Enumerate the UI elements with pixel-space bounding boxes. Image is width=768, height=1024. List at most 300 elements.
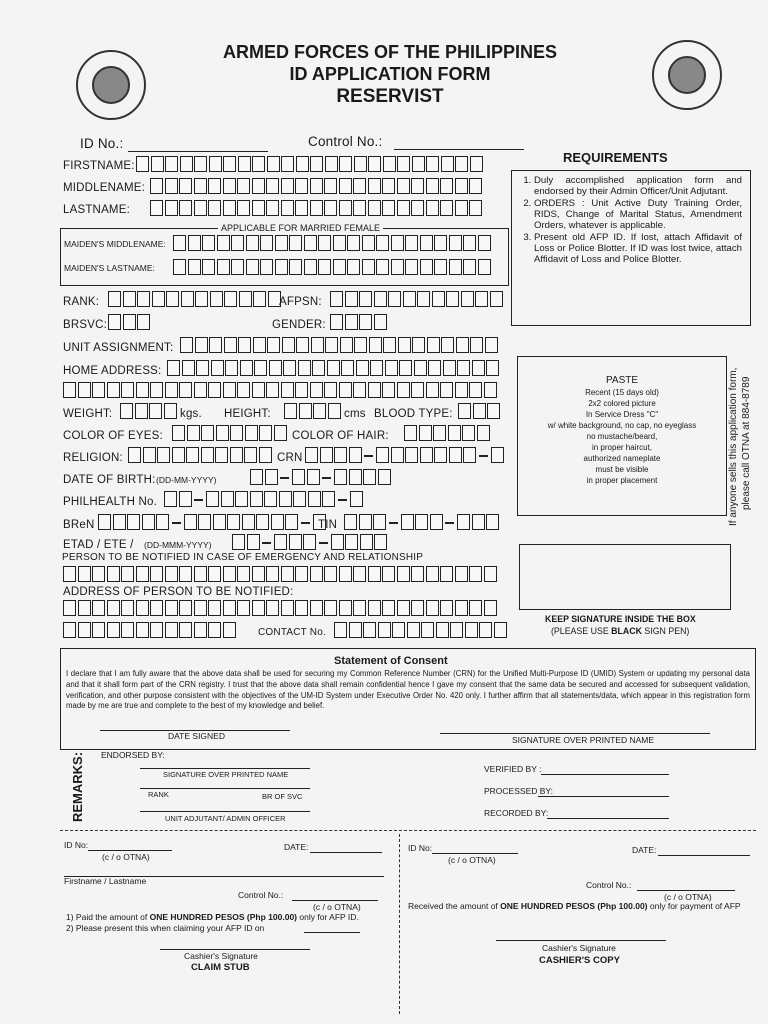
input-box[interactable]	[374, 314, 387, 330]
weight-boxes[interactable]	[120, 403, 178, 421]
input-box[interactable]	[469, 382, 482, 398]
input-box[interactable]	[179, 622, 192, 638]
input-box[interactable]	[281, 566, 294, 582]
input-box[interactable]	[419, 425, 432, 441]
input-box[interactable]	[382, 200, 395, 216]
input-box[interactable]	[264, 491, 277, 507]
input-box[interactable]	[362, 259, 375, 275]
input-box[interactable]	[165, 200, 178, 216]
input-box[interactable]	[78, 600, 91, 616]
input-box[interactable]	[295, 566, 308, 582]
input-box[interactable]	[274, 425, 287, 441]
input-box[interactable]	[411, 600, 424, 616]
input-box[interactable]	[404, 425, 417, 441]
input-box[interactable]	[383, 156, 396, 172]
input-box[interactable]	[368, 600, 381, 616]
input-box[interactable]	[238, 337, 251, 353]
input-box[interactable]	[325, 156, 338, 172]
input-box[interactable]	[167, 360, 180, 376]
input-box[interactable]	[179, 200, 192, 216]
input-box[interactable]	[397, 600, 410, 616]
input-box[interactable]	[230, 425, 243, 441]
input-box[interactable]	[208, 200, 221, 216]
input-box[interactable]	[310, 156, 323, 172]
input-box[interactable]	[457, 360, 470, 376]
input-box[interactable]	[463, 447, 476, 463]
input-box[interactable]	[285, 514, 298, 530]
input-box[interactable]	[455, 382, 468, 398]
input-box[interactable]	[339, 382, 352, 398]
input-box[interactable]	[223, 178, 236, 194]
input-box[interactable]	[179, 566, 192, 582]
input-box[interactable]	[325, 337, 338, 353]
religion-boxes[interactable]	[128, 447, 273, 465]
input-box[interactable]	[339, 156, 352, 172]
input-box[interactable]	[368, 382, 381, 398]
input-box[interactable]	[195, 337, 208, 353]
input-box[interactable]	[295, 600, 308, 616]
input-box[interactable]	[426, 382, 439, 398]
input-box[interactable]	[434, 235, 447, 251]
home-boxes-1[interactable]	[167, 360, 501, 378]
input-box[interactable]	[374, 534, 387, 550]
input-box[interactable]	[450, 622, 463, 638]
input-box[interactable]	[428, 360, 441, 376]
input-box[interactable]	[330, 314, 343, 330]
input-box[interactable]	[324, 566, 337, 582]
address-boxes-1[interactable]	[63, 600, 498, 618]
input-box[interactable]	[266, 178, 279, 194]
input-box[interactable]	[475, 291, 488, 307]
input-box[interactable]	[63, 622, 76, 638]
input-box[interactable]	[150, 566, 163, 582]
input-box[interactable]	[269, 360, 282, 376]
input-box[interactable]	[430, 514, 443, 530]
input-box[interactable]	[227, 514, 240, 530]
input-box[interactable]	[242, 514, 255, 530]
maiden-last-boxes[interactable]	[173, 259, 492, 277]
input-box[interactable]	[252, 200, 265, 216]
address-boxes-2[interactable]	[63, 622, 237, 640]
input-box[interactable]	[266, 600, 279, 616]
input-box[interactable]	[289, 534, 302, 550]
stub-claim-date-line[interactable]	[304, 931, 360, 933]
input-box[interactable]	[420, 259, 433, 275]
input-box[interactable]	[217, 235, 230, 251]
input-box[interactable]	[469, 600, 482, 616]
input-box[interactable]	[121, 382, 134, 398]
unit-boxes[interactable]	[180, 337, 499, 355]
input-box[interactable]	[441, 156, 454, 172]
input-box[interactable]	[123, 291, 136, 307]
etad-boxes[interactable]	[232, 534, 389, 552]
stub-cashier-line[interactable]	[160, 948, 310, 950]
input-box[interactable]	[156, 514, 169, 530]
height-boxes[interactable]	[284, 403, 342, 421]
input-box[interactable]	[376, 235, 389, 251]
input-box[interactable]	[252, 156, 265, 172]
input-box[interactable]	[353, 600, 366, 616]
input-box[interactable]	[376, 447, 389, 463]
eyes-boxes[interactable]	[172, 425, 288, 443]
input-box[interactable]	[195, 291, 208, 307]
firstname-boxes[interactable]	[136, 156, 484, 174]
input-box[interactable]	[440, 600, 453, 616]
input-box[interactable]	[312, 360, 325, 376]
input-box[interactable]	[253, 291, 266, 307]
input-box[interactable]	[151, 156, 164, 172]
input-box[interactable]	[157, 447, 170, 463]
input-box[interactable]	[184, 514, 197, 530]
input-box[interactable]	[149, 403, 162, 419]
input-box[interactable]	[397, 178, 410, 194]
input-box[interactable]	[120, 403, 133, 419]
input-box[interactable]	[221, 491, 234, 507]
input-box[interactable]	[434, 447, 447, 463]
input-box[interactable]	[388, 291, 401, 307]
input-box[interactable]	[359, 514, 372, 530]
input-box[interactable]	[194, 200, 207, 216]
input-box[interactable]	[446, 291, 459, 307]
input-box[interactable]	[143, 447, 156, 463]
input-box[interactable]	[356, 360, 369, 376]
input-box[interactable]	[362, 235, 375, 251]
hair-boxes[interactable]	[404, 425, 491, 443]
input-box[interactable]	[92, 622, 105, 638]
input-box[interactable]	[237, 178, 250, 194]
input-box[interactable]	[231, 235, 244, 251]
input-box[interactable]	[349, 469, 362, 485]
input-box[interactable]	[303, 534, 316, 550]
input-box[interactable]	[283, 360, 296, 376]
input-box[interactable]	[208, 600, 221, 616]
input-box[interactable]	[426, 200, 439, 216]
input-box[interactable]	[281, 200, 294, 216]
input-box[interactable]	[187, 425, 200, 441]
input-box[interactable]	[252, 600, 265, 616]
gender-boxes[interactable]	[330, 314, 388, 332]
home-boxes-2[interactable]	[63, 382, 498, 400]
stub-control-line[interactable]	[292, 899, 378, 901]
input-box[interactable]	[252, 566, 265, 582]
input-box[interactable]	[344, 514, 357, 530]
input-box[interactable]	[320, 447, 333, 463]
input-box[interactable]	[121, 566, 134, 582]
input-box[interactable]	[363, 622, 376, 638]
input-box[interactable]	[137, 291, 150, 307]
stub-id-line[interactable]	[88, 849, 172, 851]
blood-boxes[interactable]	[458, 403, 502, 421]
input-box[interactable]	[136, 382, 149, 398]
input-box[interactable]	[455, 600, 468, 616]
input-box[interactable]	[440, 200, 453, 216]
input-box[interactable]	[266, 566, 279, 582]
input-box[interactable]	[179, 491, 192, 507]
input-box[interactable]	[472, 514, 485, 530]
input-box[interactable]	[209, 337, 222, 353]
input-box[interactable]	[477, 425, 490, 441]
input-box[interactable]	[417, 291, 430, 307]
input-box[interactable]	[224, 337, 237, 353]
input-box[interactable]	[420, 447, 433, 463]
input-box[interactable]	[252, 382, 265, 398]
input-box[interactable]	[484, 566, 497, 582]
input-box[interactable]	[382, 178, 395, 194]
input-box[interactable]	[479, 622, 492, 638]
input-box[interactable]	[327, 360, 340, 376]
input-box[interactable]	[487, 403, 500, 419]
input-box[interactable]	[98, 514, 111, 530]
input-box[interactable]	[491, 447, 504, 463]
input-box[interactable]	[295, 178, 308, 194]
input-box[interactable]	[426, 178, 439, 194]
input-box[interactable]	[113, 514, 126, 530]
input-box[interactable]	[201, 425, 214, 441]
rank-brsvc-line[interactable]	[140, 787, 310, 789]
input-box[interactable]	[392, 622, 405, 638]
input-box[interactable]	[127, 514, 140, 530]
photo-box[interactable]	[517, 356, 727, 516]
input-box[interactable]	[150, 382, 163, 398]
input-box[interactable]	[216, 425, 229, 441]
input-box[interactable]	[186, 447, 199, 463]
input-box[interactable]	[208, 382, 221, 398]
input-box[interactable]	[136, 600, 149, 616]
input-box[interactable]	[201, 447, 214, 463]
input-box[interactable]	[202, 235, 215, 251]
input-box[interactable]	[426, 566, 439, 582]
input-box[interactable]	[78, 566, 91, 582]
input-box[interactable]	[472, 360, 485, 376]
input-box[interactable]	[92, 566, 105, 582]
rank-boxes[interactable]	[108, 291, 282, 309]
input-box[interactable]	[231, 259, 244, 275]
input-box[interactable]	[313, 403, 326, 419]
input-box[interactable]	[128, 447, 141, 463]
input-box[interactable]	[334, 469, 347, 485]
input-box[interactable]	[223, 566, 236, 582]
input-box[interactable]	[310, 566, 323, 582]
input-box[interactable]	[440, 178, 453, 194]
person-boxes[interactable]	[63, 566, 498, 584]
input-box[interactable]	[299, 403, 312, 419]
input-box[interactable]	[92, 382, 105, 398]
input-box[interactable]	[469, 178, 482, 194]
input-box[interactable]	[237, 600, 250, 616]
input-box[interactable]	[374, 291, 387, 307]
input-box[interactable]	[135, 403, 148, 419]
input-box[interactable]	[304, 259, 317, 275]
input-box[interactable]	[397, 382, 410, 398]
input-box[interactable]	[194, 178, 207, 194]
input-box[interactable]	[426, 600, 439, 616]
input-box[interactable]	[210, 291, 223, 307]
input-box[interactable]	[194, 382, 207, 398]
recorded-line[interactable]	[547, 817, 669, 819]
input-box[interactable]	[347, 235, 360, 251]
input-box[interactable]	[359, 314, 372, 330]
input-box[interactable]	[426, 156, 439, 172]
input-box[interactable]	[259, 425, 272, 441]
input-box[interactable]	[266, 200, 279, 216]
input-box[interactable]	[281, 178, 294, 194]
input-box[interactable]	[461, 291, 474, 307]
input-box[interactable]	[150, 622, 163, 638]
input-box[interactable]	[223, 622, 236, 638]
input-box[interactable]	[368, 156, 381, 172]
input-box[interactable]	[448, 425, 461, 441]
input-box[interactable]	[281, 382, 294, 398]
input-box[interactable]	[391, 447, 404, 463]
input-box[interactable]	[412, 156, 425, 172]
input-box[interactable]	[267, 337, 280, 353]
input-box[interactable]	[194, 622, 207, 638]
input-box[interactable]	[271, 514, 284, 530]
input-box[interactable]	[407, 622, 420, 638]
input-box[interactable]	[470, 337, 483, 353]
input-box[interactable]	[310, 178, 323, 194]
input-box[interactable]	[173, 259, 186, 275]
input-box[interactable]	[107, 566, 120, 582]
input-box[interactable]	[490, 291, 503, 307]
input-box[interactable]	[333, 259, 346, 275]
input-box[interactable]	[397, 200, 410, 216]
input-box[interactable]	[401, 514, 414, 530]
input-box[interactable]	[172, 447, 185, 463]
input-box[interactable]	[246, 235, 259, 251]
input-box[interactable]	[164, 403, 177, 419]
control-no-line[interactable]	[394, 148, 524, 150]
input-box[interactable]	[150, 200, 163, 216]
input-box[interactable]	[246, 259, 259, 275]
input-box[interactable]	[260, 259, 273, 275]
input-box[interactable]	[217, 259, 230, 275]
input-box[interactable]	[397, 566, 410, 582]
input-box[interactable]	[136, 622, 149, 638]
middlename-boxes[interactable]	[150, 178, 484, 196]
input-box[interactable]	[223, 382, 236, 398]
input-box[interactable]	[260, 235, 273, 251]
input-box[interactable]	[478, 259, 491, 275]
input-box[interactable]	[353, 200, 366, 216]
input-box[interactable]	[369, 337, 382, 353]
input-box[interactable]	[136, 156, 149, 172]
input-box[interactable]	[345, 291, 358, 307]
input-box[interactable]	[281, 156, 294, 172]
input-box[interactable]	[211, 360, 224, 376]
input-box[interactable]	[405, 259, 418, 275]
input-box[interactable]	[420, 235, 433, 251]
input-box[interactable]	[339, 600, 352, 616]
input-box[interactable]	[308, 491, 321, 507]
input-box[interactable]	[254, 360, 267, 376]
input-box[interactable]	[334, 447, 347, 463]
input-box[interactable]	[398, 337, 411, 353]
input-box[interactable]	[180, 337, 193, 353]
input-box[interactable]	[463, 235, 476, 251]
input-box[interactable]	[411, 566, 424, 582]
input-box[interactable]	[188, 259, 201, 275]
input-box[interactable]	[434, 259, 447, 275]
input-box[interactable]	[181, 291, 194, 307]
input-box[interactable]	[275, 235, 288, 251]
input-box[interactable]	[121, 600, 134, 616]
input-box[interactable]	[237, 566, 250, 582]
input-box[interactable]	[455, 566, 468, 582]
input-box[interactable]	[354, 337, 367, 353]
input-box[interactable]	[411, 178, 424, 194]
input-box[interactable]	[150, 600, 163, 616]
stub-date-line[interactable]	[310, 851, 382, 853]
input-box[interactable]	[360, 534, 373, 550]
input-box[interactable]	[324, 178, 337, 194]
input-box[interactable]	[179, 178, 192, 194]
input-box[interactable]	[353, 382, 366, 398]
input-box[interactable]	[350, 491, 363, 507]
input-box[interactable]	[484, 600, 497, 616]
input-box[interactable]	[310, 200, 323, 216]
input-box[interactable]	[484, 382, 497, 398]
input-box[interactable]	[194, 566, 207, 582]
input-box[interactable]	[310, 382, 323, 398]
input-box[interactable]	[414, 360, 427, 376]
input-box[interactable]	[265, 469, 278, 485]
bren-boxes[interactable]	[98, 514, 327, 532]
input-box[interactable]	[164, 491, 177, 507]
input-box[interactable]	[179, 600, 192, 616]
input-box[interactable]	[353, 178, 366, 194]
input-box[interactable]	[433, 425, 446, 441]
input-box[interactable]	[274, 534, 287, 550]
verified-line[interactable]	[541, 773, 669, 775]
input-box[interactable]	[328, 403, 341, 419]
input-box[interactable]	[92, 600, 105, 616]
input-box[interactable]	[345, 534, 358, 550]
input-box[interactable]	[194, 600, 207, 616]
input-box[interactable]	[202, 259, 215, 275]
input-box[interactable]	[198, 514, 211, 530]
input-box[interactable]	[318, 235, 331, 251]
input-box[interactable]	[334, 622, 347, 638]
input-box[interactable]	[341, 360, 354, 376]
input-box[interactable]	[345, 314, 358, 330]
input-box[interactable]	[295, 382, 308, 398]
input-box[interactable]	[137, 314, 150, 330]
input-box[interactable]	[339, 178, 352, 194]
input-box[interactable]	[165, 622, 178, 638]
input-box[interactable]	[180, 156, 193, 172]
input-box[interactable]	[232, 534, 245, 550]
input-box[interactable]	[244, 447, 257, 463]
input-box[interactable]	[253, 337, 266, 353]
input-box[interactable]	[259, 447, 272, 463]
input-box[interactable]	[397, 156, 410, 172]
input-box[interactable]	[165, 156, 178, 172]
input-box[interactable]	[78, 622, 91, 638]
processed-line[interactable]	[538, 795, 669, 797]
input-box[interactable]	[165, 600, 178, 616]
maiden-middle-boxes[interactable]	[173, 235, 492, 253]
input-box[interactable]	[382, 382, 395, 398]
input-box[interactable]	[359, 291, 372, 307]
input-box[interactable]	[182, 360, 195, 376]
input-box[interactable]	[63, 600, 76, 616]
copy-control-line[interactable]	[637, 889, 735, 891]
crn-boxes[interactable]	[305, 447, 505, 465]
input-box[interactable]	[382, 566, 395, 582]
input-box[interactable]	[436, 622, 449, 638]
input-box[interactable]	[172, 425, 185, 441]
